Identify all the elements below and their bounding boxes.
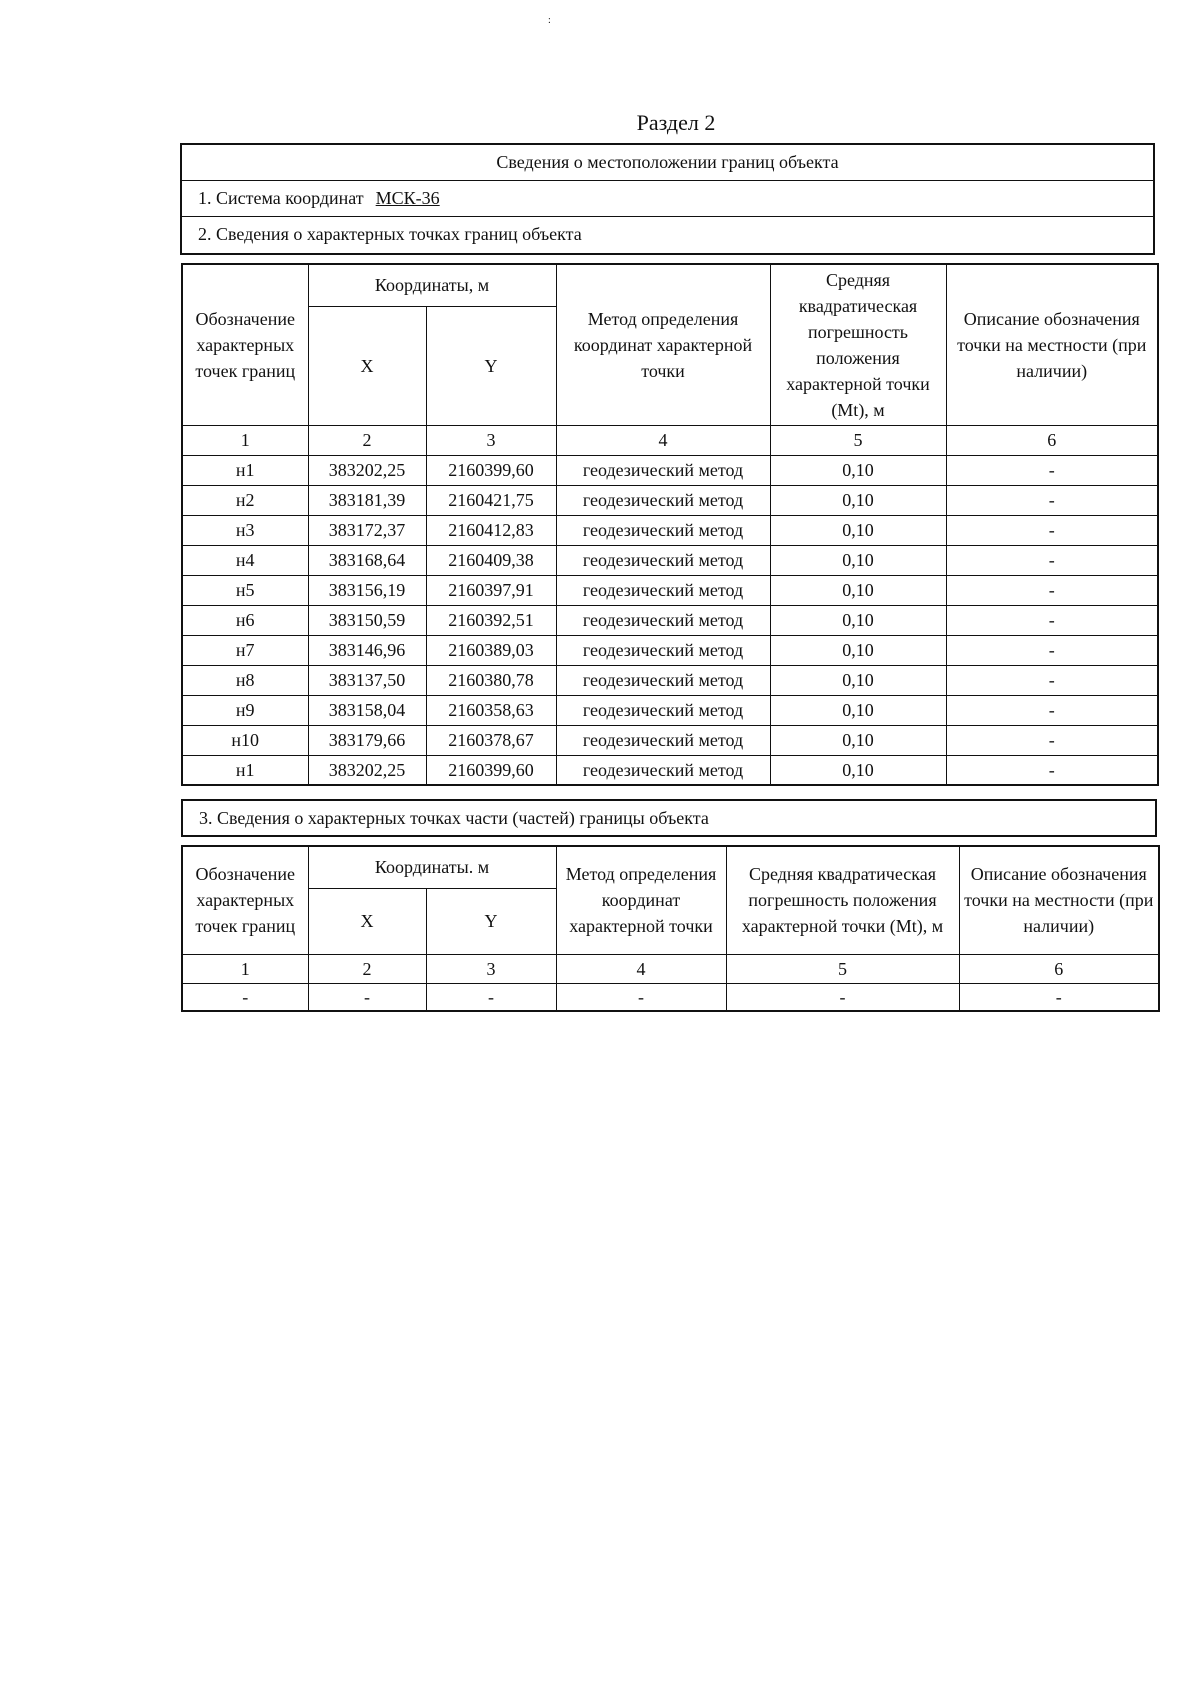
column-number: 5 — [770, 425, 946, 455]
x-cell: 383150,59 — [308, 605, 426, 635]
boundary-parts-table — [181, 845, 1160, 1012]
x-cell: 383137,50 — [308, 665, 426, 695]
desc-cell: - — [946, 485, 1158, 515]
header-description: Описание обозначения точки на местности (при наличии) — [946, 264, 1158, 425]
table-row — [182, 545, 1158, 575]
y-cell: 2160421,75 — [426, 485, 556, 515]
header-method: Метод определения координат характерной точки — [556, 264, 770, 425]
point-cell: н4 — [182, 545, 308, 575]
column-number: 4 — [556, 425, 770, 455]
desc-cell: - — [946, 545, 1158, 575]
mt-cell: 0,10 — [770, 755, 946, 785]
header-method: Метод определения координат характерной точки — [556, 846, 726, 954]
table-row — [182, 455, 1158, 485]
coordinate-system-value: МСК-36 — [375, 188, 440, 208]
column-number: 1 — [182, 954, 308, 983]
method-cell: геодезический метод — [556, 665, 770, 695]
column-number: 6 — [946, 425, 1158, 455]
desc-cell: - — [946, 695, 1158, 725]
parts-caption: 3. Сведения о характерных точках части (частей) границы объекта — [181, 799, 1157, 837]
method-cell: геодезический метод — [556, 515, 770, 545]
scan-speck: : — [548, 15, 551, 26]
mt-cell: 0,10 — [770, 695, 946, 725]
table-row — [182, 605, 1158, 635]
header-designation: Обозначение характерных точек границ — [182, 846, 308, 954]
section-title: Раздел 2 — [636, 110, 716, 135]
mt-cell: 0,10 — [770, 575, 946, 605]
method-cell: - — [556, 983, 726, 1011]
y-cell: 2160412,83 — [426, 515, 556, 545]
method-cell: геодезический метод — [556, 755, 770, 785]
header-error: Средняя квадратическая погрешность положения характерной точки (Mt), м — [770, 264, 946, 425]
desc-cell: - — [946, 665, 1158, 695]
point-cell: н6 — [182, 605, 308, 635]
y-cell: 2160392,51 — [426, 605, 556, 635]
method-cell: геодезический метод — [556, 725, 770, 755]
desc-cell: - — [946, 605, 1158, 635]
point-cell: - — [182, 983, 308, 1011]
header-description: Описание обозначения точки на местности (при наличии) — [959, 846, 1159, 954]
header-coordinates: Координаты, м — [308, 264, 556, 306]
desc-cell: - — [946, 575, 1158, 605]
column-number-row — [182, 954, 1159, 983]
mt-cell: 0,10 — [770, 515, 946, 545]
y-cell: 2160358,63 — [426, 695, 556, 725]
y-cell: 2160397,91 — [426, 575, 556, 605]
point-cell: н1 — [182, 455, 308, 485]
mt-cell: 0,10 — [770, 665, 946, 695]
column-number: 5 — [726, 954, 959, 983]
points-caption: 2. Сведения о характерных точках границ объекта — [198, 224, 582, 244]
x-cell: 383172,37 — [308, 515, 426, 545]
x-cell: 383202,25 — [308, 755, 426, 785]
table-row — [182, 725, 1158, 755]
x-cell: 383179,66 — [308, 725, 426, 755]
x-cell: - — [308, 983, 426, 1011]
y-cell: 2160399,60 — [426, 455, 556, 485]
y-cell: - — [426, 983, 556, 1011]
header-x: X — [308, 888, 426, 954]
method-cell: геодезический метод — [556, 485, 770, 515]
method-cell: геодезический метод — [556, 695, 770, 725]
mt-cell: - — [726, 983, 959, 1011]
method-cell: геодезический метод — [556, 605, 770, 635]
point-cell: н8 — [182, 665, 308, 695]
x-cell: 383168,64 — [308, 545, 426, 575]
table-row — [182, 983, 1159, 1011]
table-row — [182, 665, 1158, 695]
table-row — [182, 695, 1158, 725]
mt-cell: 0,10 — [770, 725, 946, 755]
header-error: Средняя квадратическая погрешность положения характерной точки (Mt), м — [726, 846, 959, 954]
column-number: 2 — [308, 425, 426, 455]
table-row — [182, 635, 1158, 665]
boundary-points-table — [181, 263, 1159, 786]
table-row — [182, 755, 1158, 785]
header-designation: Обозначение характерных точек границ — [182, 264, 308, 425]
desc-cell: - — [946, 635, 1158, 665]
x-cell: 383158,04 — [308, 695, 426, 725]
point-cell: н10 — [182, 725, 308, 755]
point-cell: н3 — [182, 515, 308, 545]
column-number: 4 — [556, 954, 726, 983]
mt-cell: 0,10 — [770, 605, 946, 635]
point-cell: н1 — [182, 755, 308, 785]
location-header: Сведения о местоположении границ объекта — [182, 145, 1153, 181]
y-cell: 2160380,78 — [426, 665, 556, 695]
method-cell: геодезический метод — [556, 545, 770, 575]
x-cell: 383181,39 — [308, 485, 426, 515]
table-row — [182, 485, 1158, 515]
point-cell: н2 — [182, 485, 308, 515]
header-x: X — [308, 306, 426, 425]
y-cell: 2160409,38 — [426, 545, 556, 575]
header-y: Y — [426, 888, 556, 954]
column-number: 3 — [426, 954, 556, 983]
x-cell: 383156,19 — [308, 575, 426, 605]
mt-cell: 0,10 — [770, 485, 946, 515]
point-cell: н9 — [182, 695, 308, 725]
desc-cell: - — [946, 725, 1158, 755]
coordinate-system-row — [182, 181, 1153, 217]
coordinate-system-label: 1. Система координат — [198, 188, 364, 208]
column-number: 6 — [959, 954, 1159, 983]
y-cell: 2160399,60 — [426, 755, 556, 785]
method-cell: геодезический метод — [556, 455, 770, 485]
mt-cell: 0,10 — [770, 545, 946, 575]
mt-cell: 0,10 — [770, 455, 946, 485]
header-coordinates: Координаты. м — [308, 846, 556, 888]
x-cell: 383202,25 — [308, 455, 426, 485]
column-number: 3 — [426, 425, 556, 455]
mt-cell: 0,10 — [770, 635, 946, 665]
desc-cell: - — [946, 455, 1158, 485]
location-info-box — [180, 143, 1155, 255]
method-cell: геодезический метод — [556, 635, 770, 665]
desc-cell: - — [946, 755, 1158, 785]
point-cell: н7 — [182, 635, 308, 665]
desc-cell: - — [946, 515, 1158, 545]
desc-cell: - — [959, 983, 1159, 1011]
table-row — [182, 575, 1158, 605]
column-number: 2 — [308, 954, 426, 983]
y-cell: 2160378,67 — [426, 725, 556, 755]
x-cell: 383146,96 — [308, 635, 426, 665]
point-cell: н5 — [182, 575, 308, 605]
y-cell: 2160389,03 — [426, 635, 556, 665]
table-row — [182, 515, 1158, 545]
column-number: 1 — [182, 425, 308, 455]
method-cell: геодезический метод — [556, 575, 770, 605]
header-y: Y — [426, 306, 556, 425]
